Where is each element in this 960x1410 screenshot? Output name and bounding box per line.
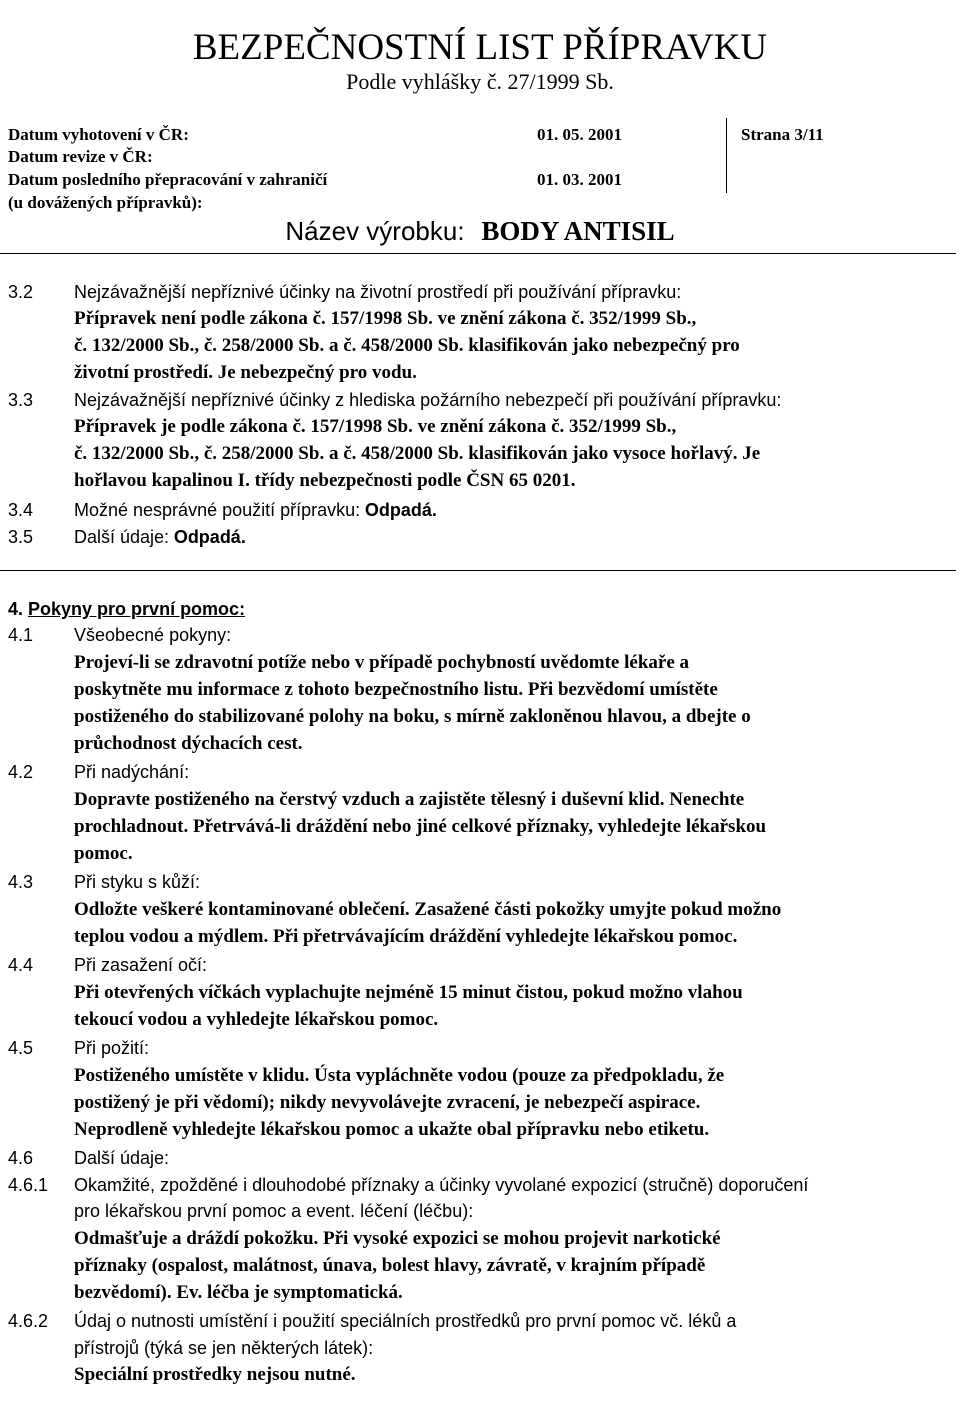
value-created: 01. 05. 2001 — [537, 125, 622, 144]
text-4-5-2: postižený je při vědomí); nikdy nevyvolávejte zvracení, je nebezpečí aspirace. — [74, 1092, 701, 1113]
heading-3-3: Nejzávažnější nepříznivé účinky z hlediska požárního nebezpečí při používání přípravku: — [74, 390, 782, 410]
text-4-1-2: poskytněte mu informace z tohoto bezpečnostního listu. Při bezvědomí umístěte — [74, 679, 718, 700]
num-4-6: 4.6 — [8, 1148, 34, 1168]
text-4-6-1-3: bezvědomí). Ev. léčba je symptomatická. — [74, 1282, 403, 1303]
num-3-5: 3.5 — [8, 527, 34, 547]
text-4-1-3: postiženého do stabilizované polohy na boku, s mírně zakloněnou hlavou, a dbejte o — [74, 706, 751, 727]
row-3-5 — [74, 524, 246, 551]
value-3-5: Odpadá. — [173, 527, 246, 547]
header-divider — [726, 118, 727, 193]
num-4-1: 4.1 — [8, 625, 34, 645]
product-line — [0, 214, 960, 248]
num-3-2: 3.2 — [8, 282, 34, 302]
section-4-number: 4. — [8, 599, 24, 619]
section-rule — [0, 570, 956, 571]
num-4-3: 4.3 — [8, 872, 34, 892]
label-revised: Datum revize v ČR: — [8, 147, 153, 166]
section-4-title: Pokyny pro první pomoc: — [28, 599, 246, 619]
product-label: Název výrobku: — [285, 216, 465, 246]
heading-3-2: Nejzávažnější nepříznivé účinky na životní prostředí při používání přípravku: — [74, 282, 682, 302]
text-4-4-2: tekoucí vodou a vyhledejte lékařskou pomoc. — [74, 1009, 439, 1030]
text-4-6-2-1: Speciální prostředky nejsou nutné. — [74, 1364, 356, 1385]
value-3-4: Odpadá. — [364, 500, 437, 520]
heading-4-4: Při zasažení očí: — [74, 955, 208, 975]
text-4-5-1: Postiženého umístěte v klidu. Ústa vypláchněte vodou (pouze za předpokladu, že — [74, 1065, 725, 1086]
text-3-3-1: Přípravek je podle zákona č. 157/1998 Sb. ve znění zákona č. 352/1999 Sb., — [74, 416, 677, 437]
page-number: Strana 3/11 — [741, 125, 824, 144]
document-subtitle: Podle vyhlášky č. 27/1999 Sb. — [346, 69, 614, 94]
text-4-6-1-2: příznaky (ospalost, malátnost, únava, bolest hlavy, závratě, v krajním případě — [74, 1255, 706, 1276]
text-4-4-1: Při otevřených víčkách vyplachujte nejméně 15 minut čistou, pokud možno vlahou — [74, 982, 743, 1003]
document-title: BEZPEČNOSTNÍ LIST PŘÍPRAVKU — [192, 27, 768, 68]
text-4-5-3: Neprodleně vyhledejte lékařskou pomoc a ukažte obal přípravku nebo etiketu. — [74, 1119, 710, 1140]
product-name: BODY ANTISIL — [481, 216, 675, 246]
text-4-1-1: Projeví-li se zdravotní potíže nebo v případě pochybností uvědomte lékaře a — [74, 652, 690, 673]
heading-4-2: Při nadýchání: — [74, 762, 190, 782]
text-3-2-2: č. 132/2000 Sb., č. 258/2000 Sb. a č. 458/2000 Sb. klasifikován jako nebezpečný pro — [74, 335, 740, 356]
num-3-4: 3.4 — [8, 500, 34, 520]
section-4-heading — [8, 596, 245, 622]
text-4-3-1: Odložte veškeré kontaminované oblečení. Zasažené části pokožky umyjte pokud možno — [74, 899, 782, 920]
heading-3-4: Možné nesprávné použití přípravku: — [74, 500, 361, 520]
text-4-2-3: pomoc. — [74, 843, 133, 864]
label-last-foreign: Datum posledního přepracování v zahraničí — [8, 170, 328, 189]
value-last-foreign: 01. 03. 2001 — [537, 170, 622, 189]
heading-4-6-2-b: přístrojů (týká se jen některých látek): — [74, 1338, 374, 1358]
heading-4-6: Další údaje: — [74, 1148, 170, 1168]
row-3-4 — [74, 497, 437, 524]
num-4-2: 4.2 — [8, 762, 34, 782]
heading-4-6-2-a: Údaj o nutnosti umístění i použití speciálních prostředků pro první pomoc vč. léků a — [74, 1311, 737, 1331]
num-4-4: 4.4 — [8, 955, 34, 975]
num-4-6-2: 4.6.2 — [8, 1311, 49, 1331]
num-4-6-1: 4.6.1 — [8, 1175, 49, 1195]
num-4-5: 4.5 — [8, 1038, 34, 1058]
heading-4-3: Při styku s kůží: — [74, 872, 201, 892]
heading-4-6-1-b: pro lékařskou první pomoc a event. léčení (léčbu): — [74, 1201, 474, 1221]
text-4-6-1-1: Odmašťuje a dráždí pokožku. Při vysoké expozici se mohou projevit narkotické — [74, 1228, 721, 1249]
heading-3-5: Další údaje: — [74, 527, 170, 547]
header-rule — [0, 253, 956, 254]
text-4-1-4: průchodnost dýchacích cest. — [74, 733, 303, 754]
text-3-2-1: Přípravek není podle zákona č. 157/1998 Sb. ve znění zákona č. 352/1999 Sb., — [74, 308, 697, 329]
label-created: Datum vyhotovení v ČR: — [8, 125, 189, 144]
text-3-3-2: č. 132/2000 Sb., č. 258/2000 Sb. a č. 458/2000 Sb. klasifikován jako vysoce hořlavý. Je — [74, 443, 761, 464]
label-imported: (u dovážených přípravků): — [8, 193, 203, 212]
text-4-3-2: teplou vodou a mýdlem. Při přetrvávajícím dráždění vyhledejte lékařskou pomoc. — [74, 926, 738, 947]
heading-4-6-1-a: Okamžité, zpožděné i dlouhodobé příznaky a účinky vyvolané expozicí (stručně) doporučení — [74, 1175, 809, 1195]
text-4-2-2: prochladnout. Přetrvává-li dráždění nebo jiné celkové příznaky, vyhledejte lékařskou — [74, 816, 767, 837]
text-4-2-1: Dopravte postiženého na čerstvý vzduch a zajistěte tělesný i duševní klid. Nenechte — [74, 789, 745, 810]
heading-4-1: Všeobecné pokyny: — [74, 625, 232, 645]
text-3-2-3: životní prostředí. Je nebezpečný pro vodu. — [74, 362, 417, 383]
text-3-3-3: hořlavou kapalinou I. třídy nebezpečnosti podle ČSN 65 0201. — [74, 470, 576, 491]
num-3-3: 3.3 — [8, 390, 34, 410]
heading-4-5: Při požití: — [74, 1038, 150, 1058]
